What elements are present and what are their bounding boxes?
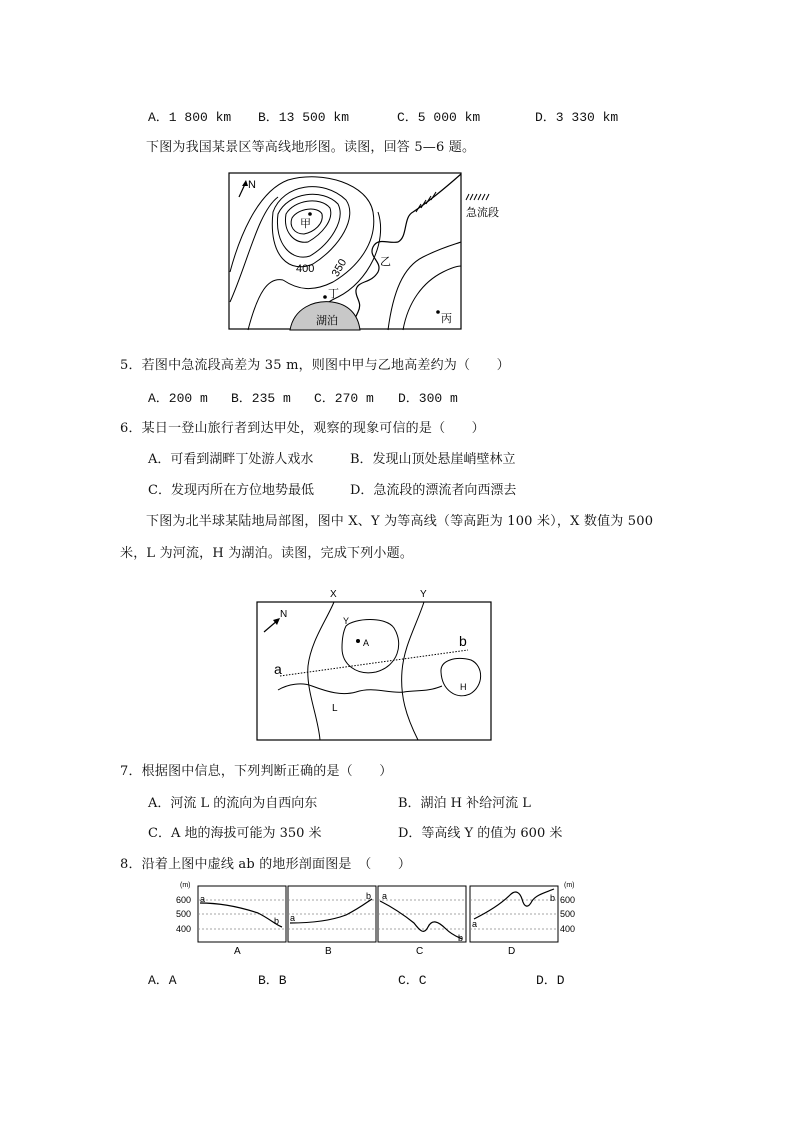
- q6-option-c: C．发现丙所在方位地势最低: [148, 483, 314, 498]
- label-b-end: b: [459, 633, 467, 649]
- profile-panel-a: [198, 886, 286, 957]
- panel-c-end-a: a: [382, 891, 388, 901]
- label-a-end: a: [274, 661, 282, 677]
- q7-stem: 7．根据图中信息，下列判断正确的是（ ）: [120, 764, 393, 779]
- panel-b-end-b: b: [366, 891, 372, 901]
- intro-map1: 下图为我国某景区等高线地形图。读图，回答 5—6 题。: [146, 140, 476, 155]
- q5-option-b: B．235 m: [231, 391, 291, 406]
- tick-left-600: 600: [176, 895, 192, 905]
- panel-d-end-a: a: [472, 919, 478, 929]
- map2-frame: [257, 602, 491, 740]
- map2-north-label: N: [280, 609, 288, 620]
- panel-c-label: C: [416, 946, 424, 957]
- q6-option-d: D．急流段的漂流者向西漂去: [350, 483, 517, 498]
- panel-c-end-b: b: [458, 933, 464, 943]
- q5-stem: 5．若图中急流段高差为 35 m，则图中甲与乙地高差约为（ ）: [120, 358, 510, 373]
- contour-map-1: [228, 172, 508, 332]
- q8-option-b: B．B: [258, 973, 287, 988]
- legend-rapids-label: 急流段: [466, 207, 499, 219]
- profile-panel-c: [378, 886, 466, 957]
- q5-option-c: C．270 m: [314, 391, 374, 406]
- label-yi: 乙: [380, 256, 391, 268]
- label-a-point: A: [363, 638, 370, 648]
- panel-a-end-a: a: [200, 894, 206, 904]
- label-ding: 丁: [328, 288, 339, 300]
- label-y-closed: Y: [343, 616, 350, 626]
- point-jia: [308, 212, 312, 216]
- intro-map2-line2: 米，L 为河流，H 为湖泊。读图，完成下列小题。: [120, 546, 414, 561]
- q8-option-d: D．D: [536, 973, 565, 988]
- q6-stem: 6．某日一登山旅行者到达甲处，观察的现象可信的是（ ）: [120, 421, 485, 436]
- point-bing: [436, 310, 440, 314]
- contour-label-350: 350: [329, 257, 350, 279]
- point-a: [356, 639, 360, 643]
- q7-option-d: D．等高线 Y 的值为 600 米: [398, 826, 563, 841]
- profile-panel-b: [288, 886, 376, 957]
- contour-map-2: [256, 586, 494, 742]
- panel-b-label: B: [325, 946, 332, 957]
- q8-option-a: A．A: [148, 973, 177, 988]
- q6-option-a: A．可看到湖畔丁处游人戏水: [148, 452, 314, 467]
- map1-north-label: N: [248, 179, 256, 191]
- tick-left-400: 400: [176, 924, 192, 934]
- q4-option-c: C．5 000 km: [397, 110, 481, 125]
- contour-label-400: 400: [296, 263, 315, 275]
- q8-option-c: C．C: [398, 973, 427, 988]
- legend-hatch-icon: [466, 194, 489, 200]
- panel-a-label: A: [234, 946, 241, 957]
- label-x-top: X: [330, 589, 337, 600]
- q6-option-b: B．发现山顶处悬崖峭壁林立: [350, 452, 516, 467]
- profile-diagrams: [170, 877, 580, 959]
- q7-option-a: A．河流 L 的流向为自西向东: [148, 796, 318, 811]
- intro-map2-line1: 下图为北半球某陆地局部图，图中 X、Y 为等高线（等高距为 100 米），X 数值为 500: [146, 514, 654, 529]
- tick-right-400: 400: [560, 924, 576, 934]
- lake-label: 湖泊: [316, 315, 338, 327]
- label-y-top: Y: [420, 589, 427, 600]
- panel-d-end-b: b: [550, 893, 556, 903]
- tick-left-500: 500: [176, 909, 192, 919]
- profile-panel-d: [470, 886, 558, 957]
- q4-option-a: A．1 800 km: [148, 110, 232, 125]
- q5-option-d: D．300 m: [398, 391, 458, 406]
- point-ding: [323, 295, 327, 299]
- tick-right-600: 600: [560, 895, 576, 905]
- q5-option-a: A．200 m: [148, 391, 208, 406]
- panel-a-end-b: b: [274, 916, 280, 926]
- label-jia: 甲: [300, 218, 311, 230]
- unit-right: (m): [564, 882, 575, 889]
- label-bing: 丙: [441, 313, 452, 325]
- q8-stem: 8．沿着上图中虚线 ab 的地形剖面图是 （ ）: [120, 857, 412, 872]
- label-l: L: [332, 703, 338, 714]
- q4-option-b: B．13 500 km: [258, 110, 350, 125]
- q7-option-b: B．湖泊 H 补给河流 L: [398, 796, 531, 811]
- label-h: H: [460, 682, 467, 692]
- q7-option-c: C．A 地的海拔可能为 350 米: [148, 826, 322, 841]
- panel-d-label: D: [508, 946, 516, 957]
- panel-b-end-a: a: [290, 913, 296, 923]
- unit-left: (m): [180, 882, 191, 889]
- q4-option-d: D．3 330 km: [535, 110, 619, 125]
- tick-right-500: 500: [560, 909, 576, 919]
